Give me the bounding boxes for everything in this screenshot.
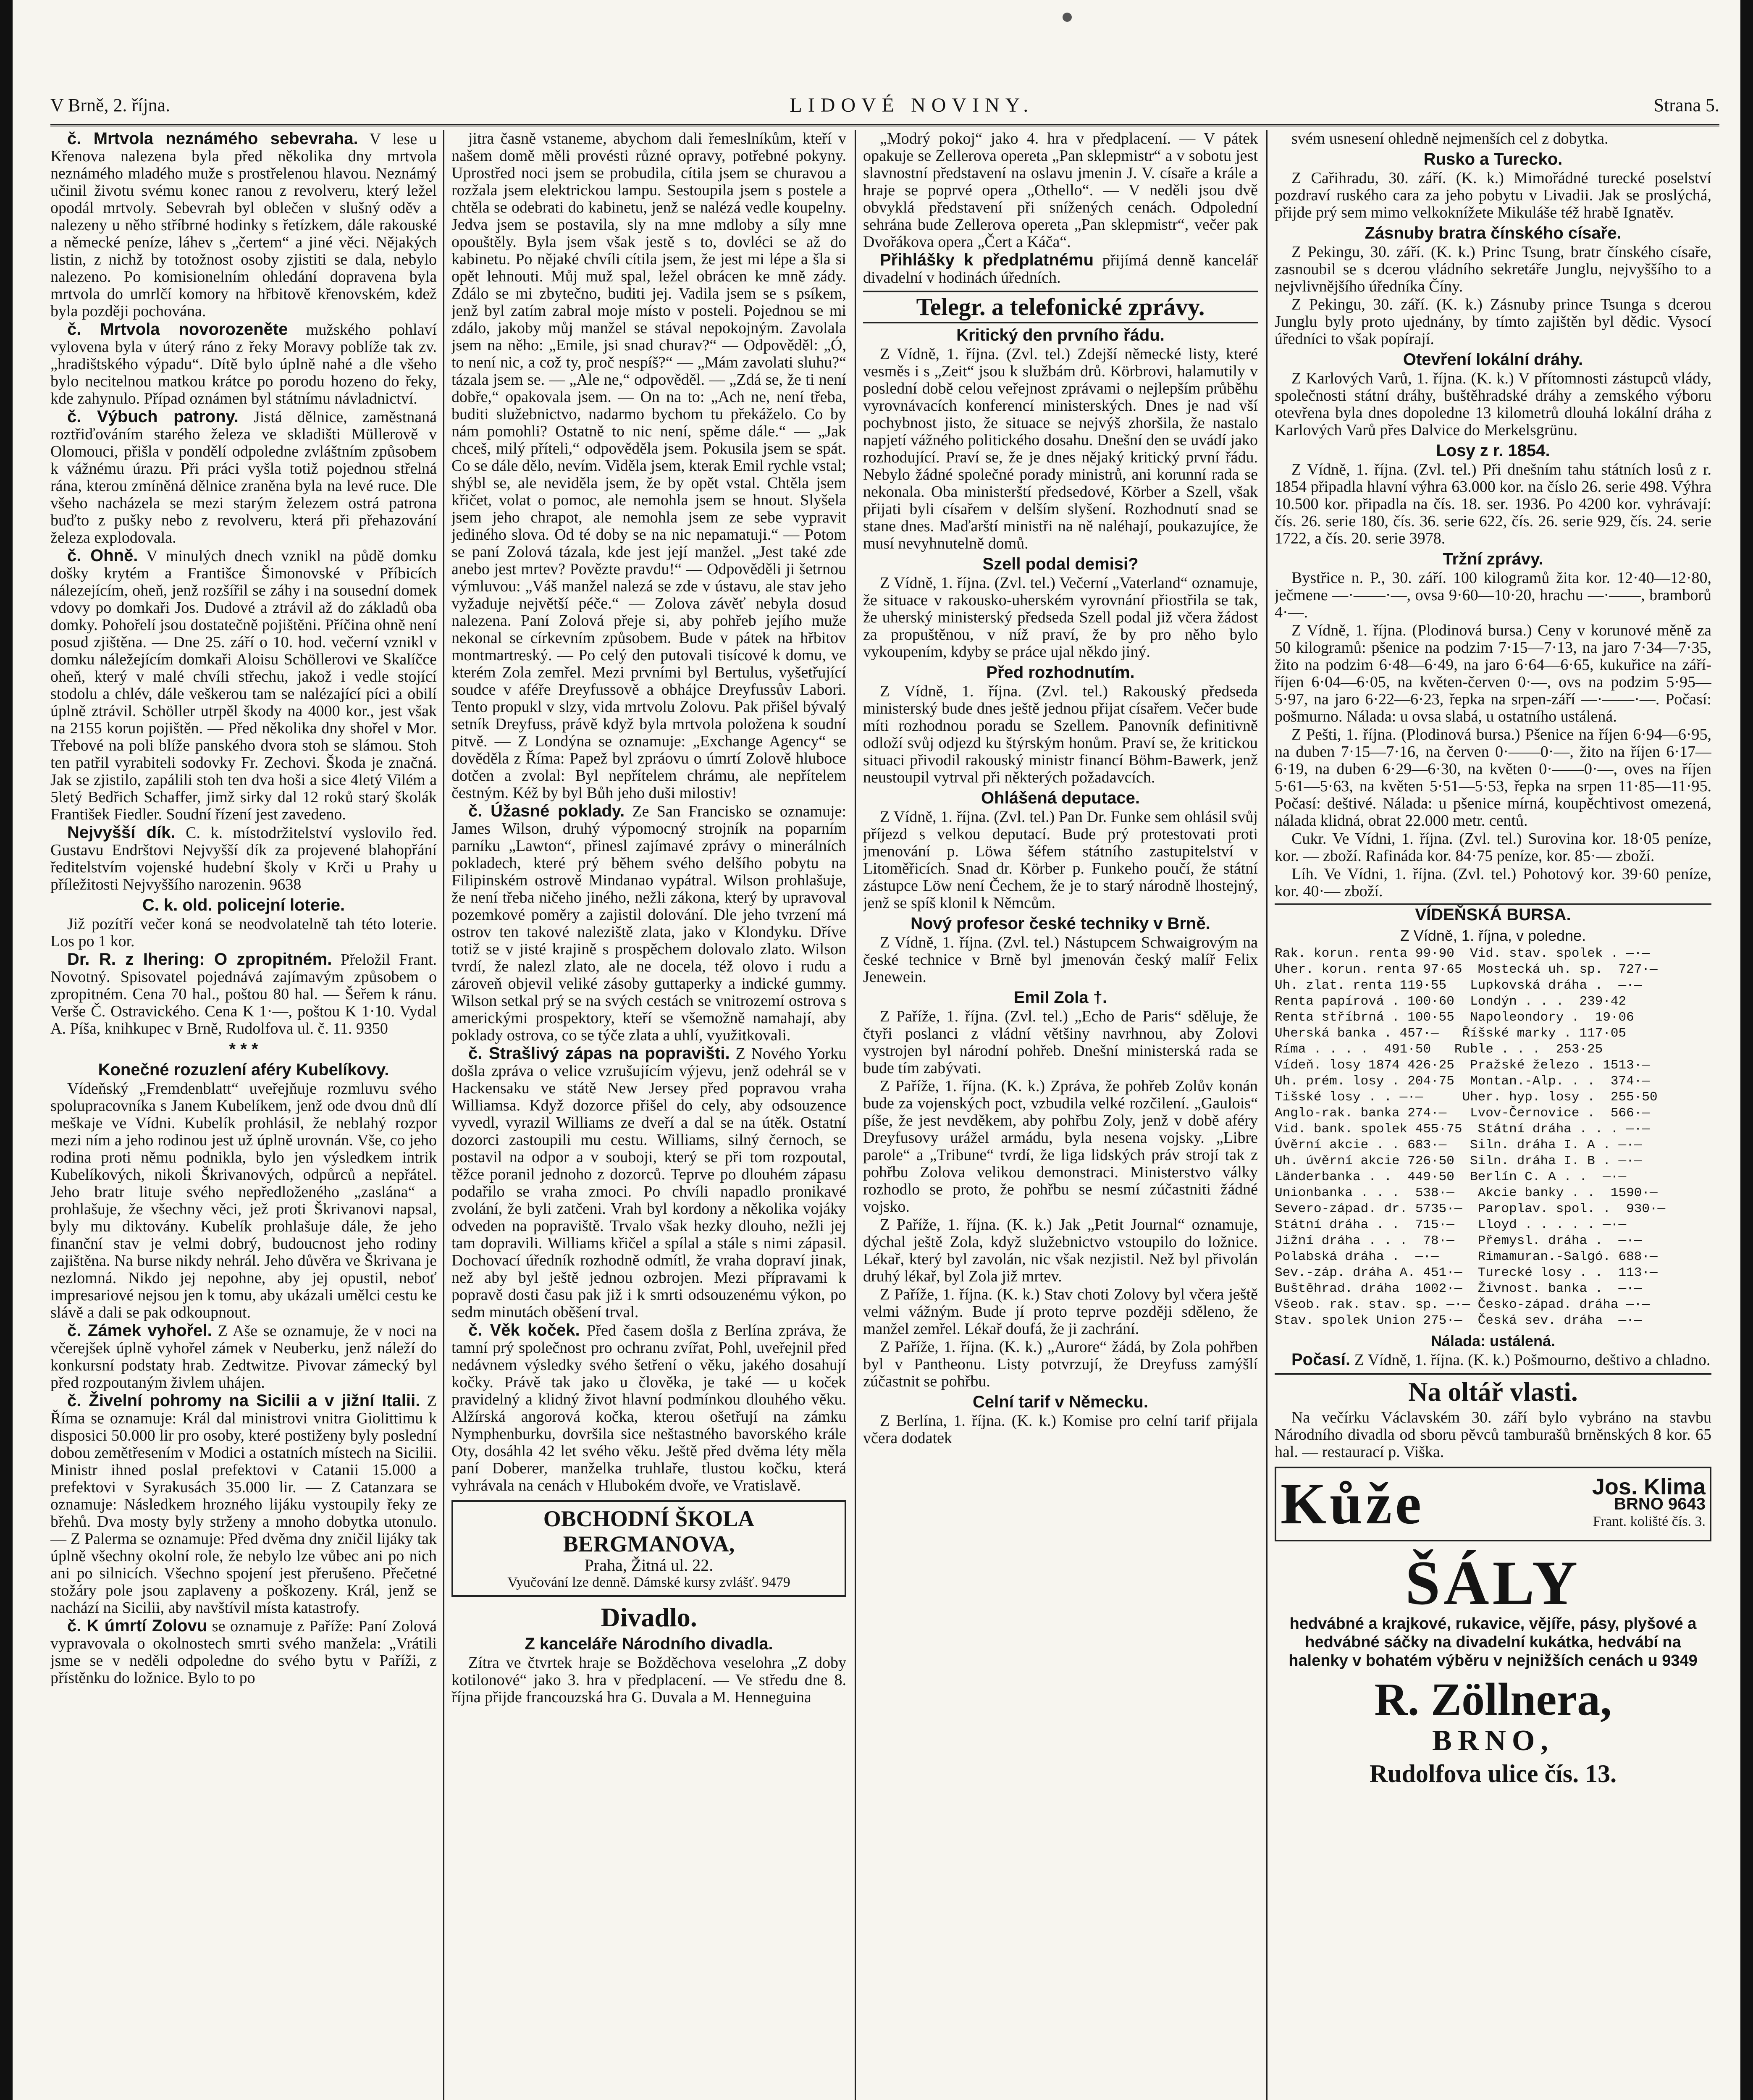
ad-company: R. Zöllnera, [1374,1674,1612,1725]
article-body: Z Říma se oznamuje: Král dal ministrovi vnitra Giolittimu k disposici 50.000 lir pro osoby, které postiženy byly poslední dobou zemětřesením v Modici a ostatních místech na Sicilii. Ministr ihned poslal prefektovi v Catanii 15.000 a prefektovi v Syrakusách 35.000 lir. — Z Catanzara se oznamuje: Následkem hrozného lijáku vystoupily řeky ze břehů. Dva mosty byly strženy a mnoho dobytka utonulo. — Z Palerma se oznamuje: Před dvěma dny zničil lijáky tak úplně všechny okolní role, že nebylo lze vůbec ani po nich ani po silnicích. Všechno spojení jest přerušeno. Přečetné stožáry pole jsou zaplaveny a poškozeny. Král, jenž se nachází na Sicilii, aby navštívil místa katastrofy. [50,1392,437,1617]
article-body: Z Vídně, 1. října. (Zvl. tel.) Pan Dr. Funke sem ohlásil svůj příjezd s velkou deputací. Bude prý protestovati proti jmenování p. Löwa šéfem státního zastupitelství v Litoměřicích. Snad dr. Körber p. Funkeho poučí, že státní zástupce Löw není Čechem, že je to starý národně lhostejný, jenž se spíš klonil k Němcům. [863,808,1258,912]
article-heading: Losy z r. 1854. [1436,441,1550,460]
article-heading: č. Mrtvola neznámého sebevraha. [67,130,358,148]
article-body: Z Paříže, 1. října. (Zvl. tel.) „Echo de Paris“ sděluje, že čtyři poslanci z vládní většiny navrhnou, aby Zolovi vystrojen byl národní pohřeb. Dnešní ministerská rada se bude tím zabývati. [863,1008,1258,1077]
article-body: Z Paříže, 1. října. (K. k.) Zpráva, že pohřeb Zolův konán bude za vojenských poct, vzbudila velké rozčilení. „Gaulois“ píše, že jest nevděkem, aby pohřbu Zoly, jenž v době aféry Dreyfusovy urážel armádu, byla nesena vojsky. „Libre parole“ a „Tribune“ tvrdí, že liga lidských práv strojí tak z pohřbu Zolova velikou demonstraci. Ministerstvo války rozhodlo se proto, že pohřbu se nesmí zúčastniti žádné vojsko. [863,1077,1258,1215]
column-4 [1275,130,1711,2100]
ad-city: BRNO, [1432,1725,1554,1757]
section-title: Telegr. a telefonické zprávy. [863,291,1258,323]
header-page-number: Strana 5. [1653,94,1719,116]
ad-big-word: Kůže [1281,1471,1425,1536]
section-title: Na oltář vlasti. [1275,1373,1711,1407]
article-heading: Dr. R. z Ihering: O zpropitném. [67,950,332,969]
article-body: Z Aše se oznamuje, že v noci na včerejšek úplně vyhořel zámek v Neuberku, jenž náleží do konkursní podstaty hrab. Zedtwitze. Pivovar zámecký byl před rozpoutaným živlem uhájen. [50,1322,437,1391]
article-body: Z Cařihradu, 30. září. (K. k.) Mimořádné turecké poselství pozdraví ruského cara za jeho pobytu v Livadii. Jak se proslýchá, přijde prý sem mimo velkoknížete Mikuláše též hrabě Ignatěv. [1275,169,1711,221]
article-heading: Otevření lokální dráhy. [1403,350,1583,369]
article-body: Jistá dělnice, zaměstnaná roztřiďováním starého železa ve skladišti Müllerově v Olomouci, přišla v pondělí odpoledne zvláštním způsobem k vážnému úrazu. Při práci vyšla totiž pojednou střelná rána, kterou zmíněná dělnice zraněna byla na levé ruce. Dle všeho nacházela se mezi starým železem ostrá patrona buďto z pušky nebo z revolveru, která při přehazování železa explodovala. [50,408,437,546]
article-body: svém usnesení ohledně nejmenších cel z dobytka. [1291,130,1609,147]
stock-exchange-table: Rak. korun. renta 99·90 Vid. stav. spolek . —·— Uher. korun. renta 97·65 Mostecká uh. sp. 727·— Uh. zlat. renta 119·55 Lupkovská dráha . —·— Renta papírová . 100·60 Londýn . . . 239·42 Renta stříbrná . 100·55 Napoleondory . 19·06 Uherská banka . 457·— Říšské marky . 117·05 Ríma . . . . 491·50 Ruble . . . 253·25 Vídeň. losy 1874 426·25 Pražské železo . 1513·— Uh. prém. losy . 204·75 Montan.-Alp. . . 374·— Tišské losy . . —·— Uher. hyp. losy . 255·50 Anglo-rak. banka 274·— Lvov-Černovice . 566·— Vid. bank. spolek 455·75 Státní dráha . . . —·— Úvěrní akcie . . 683·— Siln. dráha I. A . —·— Uh. úvěrní akcie 726·50 Siln. dráha I. B . —·— Länderbanka . . 449·50 Berlín C. A . . —·— Unionbanka . . . 538·— Akcie banky . . 1590·— Severo-západ. dr. 5735·— Paroplav. spol. . 930·— Státní dráha . . 715·— Lloyd . . . . . —·— Jižní dráha . . . 78·— Přemysl. dráha . —·— Polabská dráha . —·— Rimamuran.-Salgó. 688·— Sev.-záp. dráha A. 451·— Turecké losy . . 113·— Buštěhrad. dráha 1002·— Živnost. banka . —·— Všeob. rak. stav. sp. —·— Česko-západ. dráha —·— Stav. spolek Union 275·— Česká sev. dráha —·— [1275,946,1666,1328]
article-body: Přeložil Frant. Novotný. Spisovatel pojednává zajímavým způsobem o zpropitném. Cena 70 hal., poštou 80 hal. — Šeřem k ránu. Verše Č. Ostravického. Cena K 1·—, poštou K 1·10. Vydal A. Píša, knihkupec v Brně, Rudolfova ul. č. 11. 9350 [50,951,437,1037]
article-body: V lese u Křenova nalezena byla před několika dny mrtvola neznámého mladého muže s prostřelenou hlavou. Neznámý učinil životu svému konec ranou z revolveru, který ležel opodál mrtvoly. Sebevrah byl oblečen v slušný oděv a nalezeny u něho stříbrné hodinky s řetízkem, dále rakouské a německé peníze, láhev s „čertem“ a jiné věci. Nějakých listin, z nichž by totožnost osoby zjistiti se dala, nebylo nalezeno. Po komisionelním ohledání dopravena byla mrtvola do umrlčí komory na hřbitově křenovském, kdež byla později pochována. [50,130,437,320]
article-heading: Kritický den prvního řádu. [956,326,1165,344]
article-heading: Konečné rozuzlení aféry Kubelíkovy. [98,1060,389,1079]
article-body: mužského pohlaví vylovena byla v úterý ráno z řeky Moravy poblíže tak zv. „hradištského výpadu“. Dítě bylo úplně nahé a dle všeho bylo necitelnou matkou krátce po porodu hozeno do řeky, kde zahynulo. Případ oznámen byl státnímu návladnictví. [50,321,437,407]
article-heading: č. K úmrtí Zolovu [67,1617,207,1635]
article-heading: Zásnuby bratra čínského císaře. [1365,224,1622,242]
article-heading: č. Mrtvola novorozeněte [67,320,288,339]
article-body: Ze San Francisko se oznamuje: James Wilson, druhý výpomocný strojník na poparním parníku „Lawton“, přinesl zajímavé zprávy o minerálních pokladech, které prý během svého delšího pobytu na Filipinském ostrově Mindanao vypátral. Wilson prohlašuje, že není třeba ničeho jiného, nežli zákona, který by upravoval pozemkové poměry a zajistil dolování. Dle jeho tvrzení má ostrov ten takové naleziště zlata, jako v Klondyku. Dříve totiž se v jisté krajině s prospěchem dolovalo zlato. Wilson tvrdí, že nalezl zlato, ale ne docela, též olovo i rudu a zároveň objevil veliké zásoby guttaperky a indické gummy. Wilson setkal prý se na svých cestách se vnitrozemí ostrova s americkými prospektory, kteří se všemožně namahají, aby poklady ostrova, co se týče zlata a uhlí, využitkovali. [451,803,846,1044]
article-body: Na večírku Václavském 30. září bylo vybráno na stavbu Národního divadla od sboru pěvců tamburašů brněnských 8 kor. 65 hal. — restaurací p. Viška. [1275,1409,1711,1461]
ad-title: OBCHODNÍ ŠKOLA BERGMANOVA, [543,1506,755,1557]
article-heading: Ohlášená deputace. [981,789,1140,807]
article-heading: Přihlášky k předplatnému [880,251,1094,269]
page-header [50,88,1719,122]
article-heading: Nejvyšší dík. [67,823,176,842]
column-2 [451,130,846,2100]
article-body: Z Pekingu, 30. září. (K. k.) Zásnuby prince Tsunga s dcerou Junglu byly proto ujednány, by tímto zajištěn byl dědic. Vysocí úředníci to však popírají. [1275,296,1711,348]
article-body: Před časem došla z Berlína zpráva, že tamní prý společnost pro ochranu zvířat, Pohl, uveřejnil před nedávnem výsledky svého šetření o věku, jakého dosahují kočky. Právě tak jako u člověka, je také — u koček pravidelný a klidný život hlavní podmínkou dlouhého věku. Alžírská angorová kočka, kterou ošetřují na zámku Nymphenburku, dovršila sice neštastného bavorského krále Oty, dosáhla 42 let svého věku. Ještě před dvěma léty měla paní Doberer, manželka truhlaře, tlustou kočku, která vyhrávala na cenách v Hlubokém dvoře, ve Vratislavě. [451,1322,846,1494]
article-heading: č. Strašlivý zápas na popravišti. [468,1044,730,1063]
article-body: Z Karlových Varů, 1. října. (K. k.) V přítomnosti zástupců vlády, společnosti státní dráhy, buštěhradské dráhy a zemského výboru otevřena byla dnes dopoledne 13 kilometrů dlouhá lokální dráha z Karlových Varů přes Dalvice do Merkelsgrünu. [1275,370,1711,439]
article-heading: č. Výbuch patrony. [67,407,239,426]
article-body: Bystřice n. P., 30. září. 100 kilogramů žita kor. 12·40—12·80, ječmene —·——·—, ovsa 9·60—10·20, hrachu —·——, bramborů 4·—. [1275,569,1711,621]
article-body: Z Vídně, 1. října. (Zvl. tel.) Zdejší německé listy, které vesměs i s „Zeit“ jsou k službám drů. Körbrovi, halamutily v poslední době celou veřejnost zprávami o nejlepším průběhu vyrovnávacích konferencí ministerských. Dnes je nad vší pochybnost jisto, že situace se nejvýš zhoršila, že nastalo napjetí vážného politického dosahu. Dnešní den se uvádí jako rozhodující. Praví se, že je dnes nějaký kritický první řádu. Nebylo žádné společné porady ministrů, ani korunní rada se nekonala. Oba ministerští předsedové, Körber a Szell, však přijati byli císařem v delším slyšení. Rozhodnutí snad se stane dnes. Maďarští ministři na ně naléhají, poukazujíce, že musí nevyhnutelně domů. [863,345,1258,552]
article-body: Z Paříže, 1. října. (K. k.) „Aurore“ žádá, by Zola pohřben byl v Pantheonu. Listy potvrzují, že Dreyfuss zamýšlí zúčastnit se pohřbu. [863,1338,1258,1390]
article-heading: č. Zámek vyhořel. [67,1321,212,1340]
article-heading: Tržní zprávy. [1443,550,1543,568]
article-body: Z Nového Yorku došla zpráva o velice vzrušujícím výjevu, jenž odehrál se v Hackensaku ve státě New Jersey před popravou vraha Williamsa. Když dozorce přišel do cely, aby odsouzence vyvedl, vyrazil Williams ze dveří a dal se na útěk. Ostatní dozorci zastoupili mu cestu. Williams, silný černoch, se postavil na odpor a v souboji, který se při tom rozpoutal, těžce poranil jednoho z dozorců. Teprve po dlouhém zápasu podařilo se vraha zmoci. Po chvíli napadlo pronikavé zvolání, že byli zatčeni. Vrah byl kordony a několika vojáky odveden na popraviště. Trvalo však hezky dlouho, nežli jej tam dopravili. Williams křičel a spílal a stále s nimi zápasil. Dochovací úředník rozhodně odmítl, že vraha dopraví jinak, než aby byl ještě jednou ozbrojen. Mezi přípravami k popravě dosti času pak již i k smrti odsouzenému výkon, po sedm minutách oběšení trval. [451,1045,846,1321]
article-heading: Před rozhodnutím. [986,663,1135,682]
scan-dot [1063,13,1072,22]
article-heading: Počasí. [1291,1350,1351,1369]
article-body: „Modrý pokoj“ jako 4. hra v předplacení. — V pátek opakuje se Zellerova opereta „Pan sklepmistr“ a v sobotu jest slavnostní představení na oslavu jmenin J. V. císaře a krále a hraje se poprvé opera „Othello“. — V neděli jsou dvě obvyklá představení při snížených cenách. Odpolední sehrána bude Zellerova opereta „Pan sklepmistr“, večer pak Dvořákova opera „Čert a Káča“. [863,130,1258,251]
article-body: Z Berlína, 1. října. (K. k.) Komise pro celní tarif přijala včera dodatek [863,1412,1258,1447]
article-body: Z Vídně, 1. října. (Zvl. tel.) Při dnešním tahu státních losů z r. 1854 připadla hlavní výhra 63.000 kor. na číslo 26. serie 498. Výhra 10.500 kor. připadla na čís. 18. ser. 1936. Po 4200 kor. vyhrávají: čís. 26. serie 180, čís. 36. serie 622, čís. 26. serie 929, čís. 24. serie 1722, a čís. 20. serie 3978. [1275,461,1711,547]
right-scan-edge [1740,0,1753,2100]
article-heading: č. Úžasné poklady. [468,802,625,820]
article-body: Vídeňský „Fremdenblatt“ uveřejňuje rozmluvu svého spolupracovníka s Janem Kubelíkem, jenž ode dvou dnů dlí meškaje ve Vídni. Kubelík prohlásil, že neblahý rozpor mezi ním a jeho rodinou jest už úplně urovnán. Vše, co jeho rodina proti němu podnikla, bylo jen výsledkem intrik Kubelíkových, nikoli Škrivanových, odpůrců a nepřátel. Jeho bratr lituje svého nepředloženého „zaslána“ a prohlašuje, že všechny věci, jež proti Škrivanovi napsal, byly mu diktovány. Kubelík prohlašuje dále, že jeho finanční stav je velmi dobrý, budoucnost jeho rodiny zajištěna. Na burse nikdy nehrál. Jeho důvěra ve Škrivana je nezlomná. Nikdo jej nepohne, aby jej opustil, neboť impresariové nejsou jen k tomu, aby ukázali umělci cestu ke slávě a dali se pak odkoupnout. [50,1080,437,1321]
article-heading: č. Ohně. [67,546,138,565]
market-mood: Nálada: ustálená. [1430,1332,1556,1349]
article-heading: VÍDEŇSKÁ BURSA. [1275,903,1711,924]
article-body: C. k. místodržitelství vyslovilo řed. Gustavu Endrštovi Nejvyšší dík za projevené blahopřání ředitelstvím vojenské hudební školy v Krči u Prahy u příležitosti Nejvyššího narozenin. 9638 [50,824,437,893]
article-body: V minulých dnech vznikl na půdě domku došky krytém a Františce Šimonovské v Příbicích nálezejícím, oheň, jenž rozšířil se záhy i na sousední domek vdovy po domkaři Jos. Dudové a ztrávil až do základů oba domky. Pohořelí jsou dostatečně pojištěni. Příčina ohně není posud zjištěna. — Dne 25. září o 10. hod. večerní vznikl v domku náležejícím domkaři Aloisu Schöllerovi ve Skalíčce oheň, který v malé chvíli střechu, jakož i vedle stojící stodolu a chlév, dále veškerou tam se nalézající píci a obilí úplně ztrávil. Schöller utrpěl škody na 4000 kor., jest však na 2155 korun pojištěn. — Před několika dny shořel v Mor. Třebové na poli blíže panského dvora stoh se slámou. Stoh ten patřil vyrabiteli sodovky Fr. Zechovi. Škoda je značná. Jak se zjistilo, zapálili stoh ten dva hoši a sice 4letý Vilém a 5letý Bedřich Schaffer, jimž sirky dal 12 roků starý školák František Fiedler. Soudní řízení jest zavedeno. [50,547,437,823]
article-body: přijímá denně kancelář divadelní v hodinách úředních. [863,252,1258,286]
article-body: Z Vídně, 1. října. (Plodinová bursa.) Ceny v korunové měně za 50 kilogramů: pšenice na podzim 7·15—7·13, na jaro 7·34—7·35, žito na podzim 6·48—6·49, na jaro 6·64—6·65, kukuřice na září-říjen 6·04—6·05, na květen-červen 0·—, ovs na podzim 5·95—5·97, na jaro 6·22—6·23, řepka na srpen-září —·——·—. Počasí: pošmurno. Nálada: u ovsa slabá, u ostatního ustálená. [1275,622,1711,725]
article-body: Líh. Ve Vídni, 1. října. (Zvl. tel.) Pohotový kor. 39·60 peníze, kor. 40·— zboží. [1275,865,1711,900]
ad-big-word: ŠÁLY [1405,1548,1581,1618]
article-heading: Celní tarif v Německu. [973,1393,1148,1411]
article-heading: Emil Zola †. [1013,988,1107,1007]
article-subheading: Z Vídně, 1. října, v poledne. [1400,927,1586,944]
article-heading: Szell podal demisi? [982,555,1139,573]
ad-address: Rudolfova ulice čís. 13. [1369,1760,1617,1788]
article-body: Již pozítří večer koná se neodvolatelně tah této loterie. Los po 1 kor. [50,915,437,950]
article-body: se oznamuje z Paříže: Paní Zolová vypravovala o okolnostech smrti svého manžela: „Vrátili jsme se v neděli odpoledne do svého bytu v Paříži, z přístěnku do ložnice. Bylo to po [50,1617,437,1687]
article-body: Z Pekingu, 30. září. (K. k.) Princ Tsung, bratr čínského císaře, zasnoubil se s dcerou vládního sekretáře Junglu, nejvyššího to a nejvlivnějšího úředníka Číny. [1275,243,1711,295]
column-3 [863,130,1258,2100]
ad-address: Praha, Žitná ul. 22. [584,1556,714,1575]
header-rule [50,124,1719,126]
left-scan-edge [0,0,13,2100]
article-body: Z Vídně, 1. října. (Zvl. tel.) Rakouský předseda ministerský bude dnes ještě jednou přijat císařem. Večer bude míti rozhodnou poradu se Szellem. Panovník definitivně odloží svůj odjezd ku štýrským honům. Praví se, že kritickou situaci přivodil rakouský ministr financí Böhm-Bawerk, jenž neustoupil vytrval při některých požadavcích. [863,682,1258,786]
article-body: Z Paříže, 1. října. (K. k.) Stav choti Zolovy byl včera ještě velmi vážným. Bude jí proto teprve později sděleno, že manžel zemřel. Lékař doufá, že ji zachrání. [863,1286,1258,1338]
article-heading: č. Živelní pohromy na Sicilii a v jižní Italii. [67,1391,420,1410]
article-body: Z Vídně, 1. října. (Zvl. tel.) Nástupcem Schwaigrovým na české technice v Brně byl jmenován český malíř Felix Jenewein. [863,934,1258,986]
section-separator: * * * [229,1040,258,1058]
column-divider [443,130,444,2100]
article-body: Z Pešti, 1. října. (Plodinová bursa.) Pšenice na říjen 6·94—6·95, na duben 7·15—7·16, na červen 0·——0·—, žito na říjen 6·17—6·19, na duben 6·29—6·30, na květen 0·——0·—, oves na říjen 5·61—5·63, na květen 5·51—5·53, řepka na srpen 11·85—11·95. Počasí: deštivé. Nálada: u pšenice mírná, koupěchtivost omezená, nálada klidná, obrat 22.000 metr. centů. [1275,726,1711,830]
section-title: Divadlo. [601,1602,697,1632]
leather-advertisement [1275,1467,1711,1541]
article-body: Z Paříže, 1. října. (K. k.) Jak „Petit Journal“ oznamuje, dýchal ještě Zola, když služebnictvo vstoupilo do ložnice. Lékař, který byl zavolán, nic však nezjistil. Než byl přivolán druhý lékař, byl Zola již mrtev. [863,1216,1258,1285]
scarves-advertisement [1275,1547,1711,1794]
ad-company: Jos. Klima [1592,1474,1706,1499]
article-heading: Nový profesor české techniky v Brně. [911,914,1210,933]
header-title: LIDOVÉ NOVINY. [790,94,1034,116]
article-body: Z Vídně, 1. října. (Zvl. tel.) Večerní „Vaterland“ oznamuje, že situace v rakousko-uherském vyrovnání přiostřila se tak, že uherský ministerský předseda Szell podal již včera žádost za propuštěnou, v níž praví, že by pro něho bylo vykoupením, kdyby se práce ujal někdo jiný. [863,574,1258,661]
ad-text: Vyučování lze denně. Dámské kursy zvlášť. 9479 [507,1575,790,1590]
header-date: V Brně, 2. října. [50,94,171,116]
column-divider [1266,130,1268,2100]
ad-text: hedvábné a krajkové, rukavice, vějíře, pásy, plyšové a hedvábné sáčky na divadelní kukátka, hedvábí na halenky v bohatém výběru v nejnižších cenách u 9349 [1289,1615,1698,1670]
article-heading: C. k. old. policejní loterie. [142,896,345,914]
column-1 [50,130,437,2100]
column-divider [855,130,856,2100]
ad-address: Frant. kolišté čís. 3. [1593,1513,1706,1529]
article-body: jitra časně vstaneme, abychom dali řemeslníkům, kteří v našem domě měli provésti různé opravy, potřebné pokyny. Uprostřed noci jsem se probudila, cítila jsem se churavou a rozžala jsem elektrickou lampu. Sestoupila jsem s postele a chtěla se odebrati do kabinetu, jenž se nalézá vedle koupelny. Jedva jsem se postavila, sly na mne mdloby a síly mne opouštěly. Byla jsem však jestě s to, dovléci se až do kabinetu. Po nějaké chvíli cítila jsem, že jest mi lépe a šla si opět lehnouti. Můj muž spal, ležel obrácen ke mně zády. Zdálo se mi zbytečno, buditi jej. Vadila jsem se s psíkem, jenž byl zatím zabral moje místo v posteli. Pojednou se mi zdálo, jakoby můj manžel se stával nepokojným. Zavolala jsem na něho: „Emile, jsi snad churav?“ — Odpověděl: „Ó, to není nic, a což ty, proč nespíš?“ — „Mám zavolati sluhu?“ tázala jsem se. — „Ale ne,“ odpověděl. — „Zdá se, že ti není dobře,“ opakovala jsem. — On na to: „Ach ne, není třeba, buditi služebnictvo, nadarmo bychom tu překáželo. Co by nám pomohli? Ostatně to nic není, spěme dále.“ — „Jak chceš, milý příteli,“ odpověděla jsem. Pokusila jsem se spát. Co se dále dělo, nevím. Viděla jsem, kterak Emil rychle vstal; shýbl se, ale neviděla jsem, že by opět vstal. Chtěla jsem křičet, volat o pomoc, ale nemohla jsem se hnout. Slyšela jsem jeho chrapot, ale nemohla jsem ze sebe vypravit jediného slova. Od té doby se na nic nepamatuji.“ — Potom se paní Zolová tázala, kde jest její manžel. „Jest také zde anebo jest mrtev? Povězte pravdu!“ — Odpověděli ji šetrnou výmluvou: „Váš manžel nalezá se zde v ústavu, ale stav jeho vyžaduje největší péče.“ — Zolova závěť nebyla dosud nalezena. Paní Zolová přeje si, aby pohřeb jejího muže nekonal se církevním způsobem. Bude v pátek na hřbitov montmartreský. — Po celý den putovali tisícové k domu, ve kterém Zola zemřel. Mezi prvními byl Bertulus, vyšetřující soudce v aféře Dreyfussově a obhájce Dreyfussův Labori. Tento propukl v slzy, vida mrtvolu Zolovu. Pak přišel bývalý setník Dreyfuss, právě když byla mrtvola položena k soudní pitvě. — Z Londýna se oznamuje: „Exchange Agency“ se dověděla z Říma: Papež byl zpráovu o úmrtí Zolově hluboce dotčen a zvolal: Byl nepřítelem chrámu, ale nepřítelem čestným. Kéž by byl Bůh jeho duši milostiv! [451,130,846,802]
ad-city: BRNO 9643 [1614,1494,1706,1513]
article-heading: č. Věk koček. [468,1321,580,1339]
article-body: Z Vídně, 1. října. (K. k.) Pošmourno, deštivo a chladno. [1354,1351,1711,1369]
article-heading: Rusko a Turecko. [1423,150,1563,168]
school-advertisement [451,1500,846,1597]
article-heading: Z kanceláře Národního divadla. [525,1635,773,1653]
article-body: Cukr. Ve Vídni, 1. října. (Zvl. tel.) Surovina kor. 18·05 peníze, kor. — zboží. Rafináda kor. 84·75 peníze, kor. 85·— zboží. [1275,830,1711,865]
article-body: Zítra ve čtvrtek hraje se Božděchova veselohra „Z doby kotilonové“ jako 3. hra v předplacení. — Ve středu dne 8. října přijde francouzská hra G. Duvala a M. Henneguina [451,1654,846,1706]
